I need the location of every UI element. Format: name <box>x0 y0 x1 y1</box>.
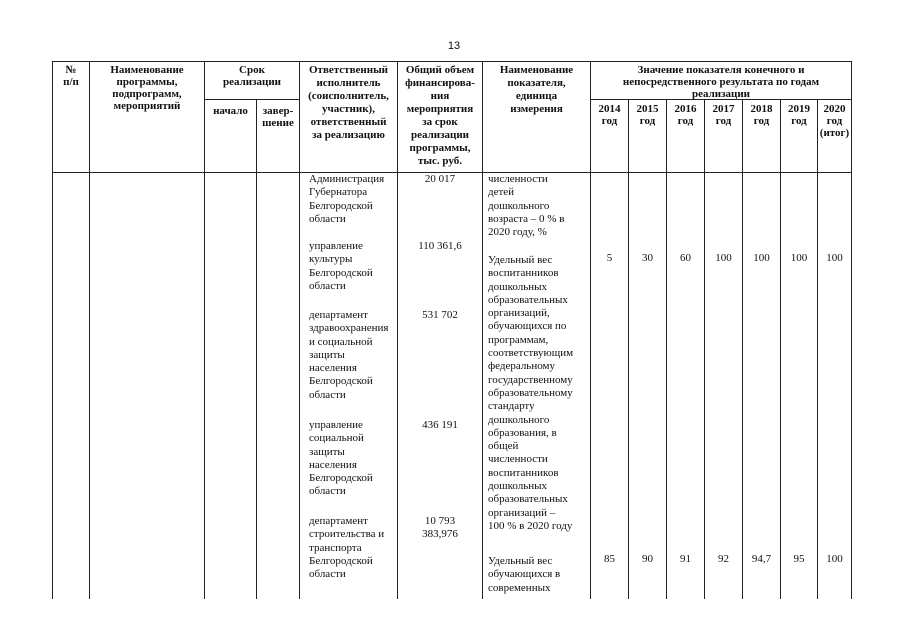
executor-name: департамент строительства и транспорта Белгородской области <box>309 515 385 581</box>
value-cell: 94,7 <box>751 553 772 565</box>
col-line <box>52 61 53 599</box>
header-end: завер- шение <box>262 105 294 129</box>
col-line <box>482 61 483 599</box>
indicator-text: Удельный вес воспитанников дошкольных образовательных организаций, обучающихся по программам, соответствующим федеральному государственному образовательному стандарту дошкольного образования, в общей численности воспитанников дошкольных образовательных организаций – 100 % в 2020 году <box>488 254 574 532</box>
col-line <box>590 61 591 599</box>
col-line <box>742 99 743 599</box>
financing-amount: 436 191 <box>422 419 458 431</box>
executor-name: управление культуры Белгородской области <box>309 240 373 292</box>
col-line <box>704 99 705 599</box>
executor-name: департамент здравоохранения и социальной защиты населения Белгородской области <box>309 309 389 401</box>
header-executor: Ответственный исполнитель (соисполнитель, участник), ответственный за реализацию <box>308 64 389 141</box>
col-line <box>817 99 818 599</box>
header-financing: Общий объем финансирова- ния мероприятия за срок реализации программы, тыс. руб. <box>405 64 475 167</box>
header-start: начало <box>213 105 248 117</box>
col-line <box>204 61 205 599</box>
value-cell: 85 <box>604 553 615 565</box>
header-values: Значение показателя конечного и непосредственного результата по годам реализации <box>622 64 820 100</box>
value-cell: 5 <box>606 252 613 264</box>
col-line <box>628 99 629 599</box>
value-cell: 100 <box>715 252 732 264</box>
value-cell: 95 <box>793 553 805 565</box>
executor-name: управление социальной защиты населения Белгородской области <box>309 419 373 498</box>
value-cell: 100 <box>790 252 808 264</box>
term-sub-divider <box>204 99 299 100</box>
col-line <box>780 99 781 599</box>
page-number: 13 <box>447 40 461 52</box>
col-line <box>89 61 90 599</box>
table-top-border <box>52 61 851 62</box>
header-year-2015: 2015 год <box>636 103 659 127</box>
header-year-2014: 2014 год <box>598 103 621 127</box>
value-cell: 100 <box>826 553 843 565</box>
col-line <box>256 99 257 599</box>
value-cell: 91 <box>680 553 691 565</box>
value-cell: 100 <box>826 252 843 264</box>
value-cell: 30 <box>642 252 653 264</box>
header-year-2020: 2020 год (итог) <box>819 103 850 139</box>
indicator-text: Удельный вес обучающихся в современных <box>488 555 561 594</box>
header-year-2019: 2019 год <box>788 103 810 127</box>
col-line <box>666 99 667 599</box>
value-cell: 92 <box>718 553 729 565</box>
header-number: № п/п <box>63 64 79 88</box>
col-line <box>851 61 852 599</box>
header-year-2016: 2016 год <box>674 103 697 127</box>
header-year-2018: 2018 год <box>750 103 773 127</box>
value-cell: 60 <box>680 252 691 264</box>
value-cell: 90 <box>642 553 653 565</box>
indicator-text: численности детей дошкольного возраста – 0 % в 2020 году, % <box>488 173 565 239</box>
value-cell: 100 <box>753 252 770 264</box>
header-year-2017: 2017 год <box>712 103 735 127</box>
header-indicator: Наименование показателя, единица измерения <box>499 64 574 115</box>
header-name: Наименование программы, подпрограмм, мероприятий <box>110 64 184 112</box>
financing-amount: 531 702 <box>422 309 458 321</box>
financing-amount: 110 361,6 <box>418 240 462 252</box>
financing-amount: 20 017 <box>424 173 456 185</box>
executor-name: Администрация Губернатора Белгородской области <box>309 173 385 225</box>
header-term: Срок реализации <box>222 64 282 88</box>
financing-amount: 10 793 383,976 <box>422 515 458 541</box>
